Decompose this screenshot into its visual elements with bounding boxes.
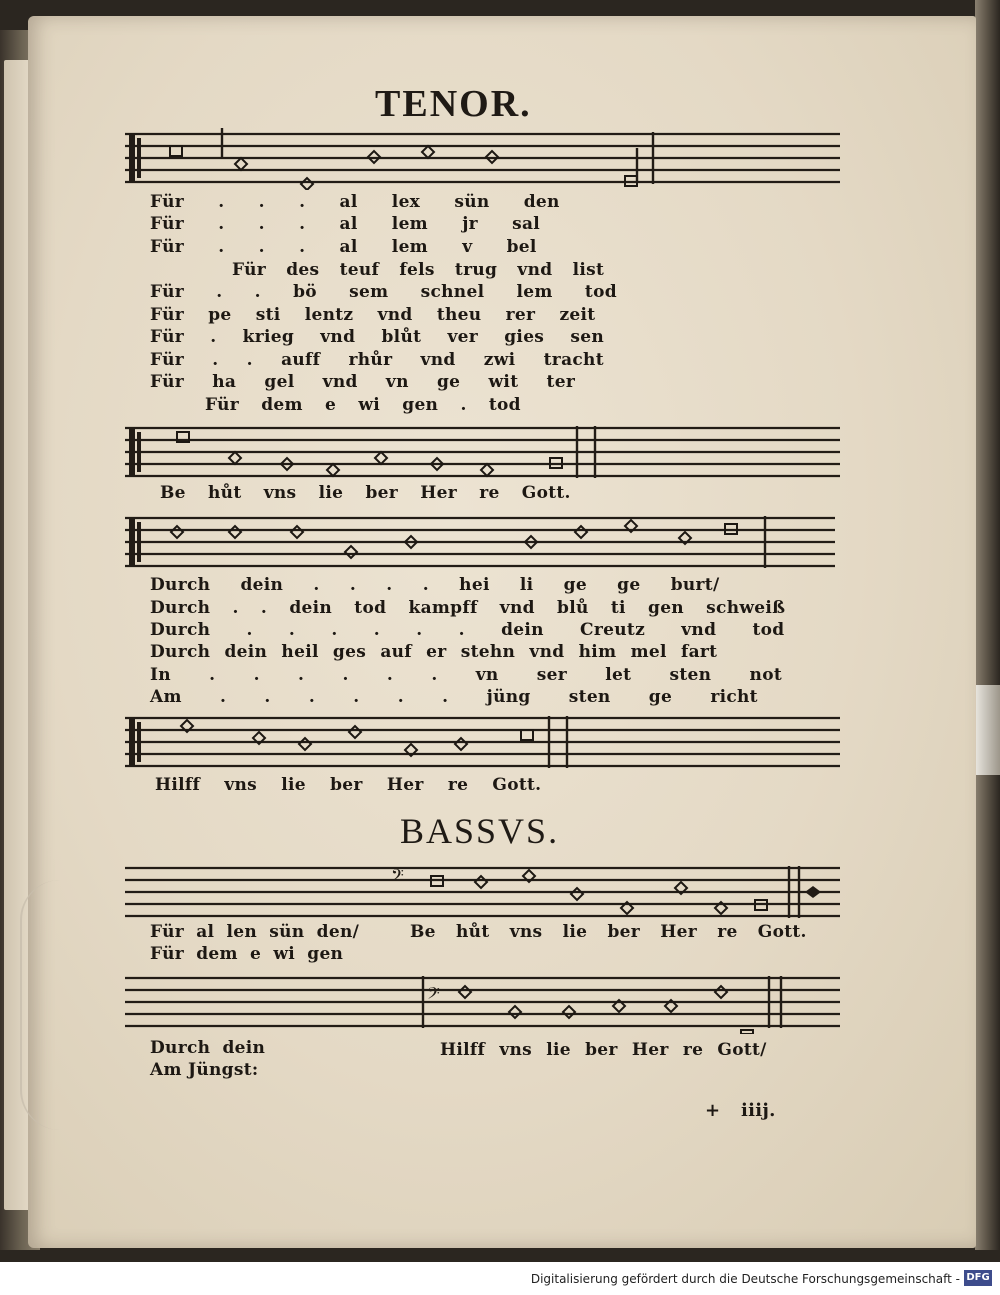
tenor-verse-line-10: Für dem e wi gen . tod <box>205 395 521 415</box>
bassus-staff-1 <box>125 862 840 924</box>
bassus-lyric-1b: Be hůt vns lie ber Her re Gott. <box>410 922 807 942</box>
bassus-lyric-4: Am Jüngst: <box>150 1060 259 1080</box>
tenor-verse2-line-6: Am . . . . . . jüng sten ge richt <box>150 687 758 707</box>
tenor-verse2-line-5: In . . . . . . vn ser let sten not <box>150 665 782 685</box>
tenor-verse-line-5: Für . . bö sem schnel lem tod <box>150 282 617 302</box>
footer-bar <box>0 1262 1000 1295</box>
tenor-verse-line-7: Für . krieg vnd blůt ver gies sen <box>150 327 605 347</box>
tenor-verse2-line-2: Durch . . dein tod kampff vnd blů ti gen schweiß <box>150 598 786 618</box>
bassus-staff-2 <box>125 972 840 1034</box>
tenor-staff-3 <box>125 512 835 574</box>
tenor-refrain-2: Hilff vns lie ber Her re Gott. <box>155 775 542 795</box>
binding-thread <box>20 880 62 1130</box>
tenor-verse2-line-3: Durch . . . . . . dein Creutz vnd tod <box>150 620 785 640</box>
funding-credit: Digitalisierung gefördert durch die Deutsche Forschungsgemeinschaft - <box>530 1272 960 1286</box>
tenor-verse-line-1: Für . . . al lex sün den <box>150 192 560 212</box>
tenor-staff-4 <box>125 712 840 774</box>
book-right-edge <box>975 0 1000 1250</box>
tenor-verse-line-2: Für . . . al lem jr sal <box>150 214 541 234</box>
bassus-heading: BASSVS. <box>400 811 560 851</box>
dfg-logo-icon: DFG <box>964 1270 992 1286</box>
bassus-lyric-1a: Für al len sün den/ <box>150 922 360 942</box>
tenor-verse-line-6: Für pe sti lentz vnd theu rer zeit <box>150 305 596 325</box>
tenor-verse-line-8: Für . . auff rhůr vnd zwi tracht <box>150 350 604 370</box>
bassus-lyric-3a: Durch dein <box>150 1038 266 1058</box>
signature-mark: + iiij. <box>705 1100 776 1121</box>
tenor-refrain-1: Be hůt vns lie ber Her re Gott. <box>160 483 571 503</box>
tenor-verse-line-4: Für des teuf fels trug vnd list <box>232 260 605 280</box>
bassus-lyric-2: Für dem e wi gen <box>150 944 344 964</box>
tenor-verse2-line-1: Durch dein . . . . hei li ge ge burt/ <box>150 575 720 595</box>
svg-text:𝄢: 𝄢 <box>427 983 440 1007</box>
tenor-verse-line-3: Für . . . al lem v bel <box>150 237 537 257</box>
tenor-verse2-line-4: Durch dein heil ges auf er stehn vnd him mel fart <box>150 642 718 662</box>
tenor-verse-line-9: Für ha gel vnd vn ge wit ter <box>150 372 576 392</box>
tenor-heading: TENOR. <box>375 83 532 125</box>
tenor-staff-2 <box>125 422 840 484</box>
bassus-lyric-3b: Hilff vns lie ber Her re Gott/ <box>440 1040 767 1060</box>
tenor-staff-1 <box>125 128 840 190</box>
svg-text:𝄢: 𝄢 <box>391 865 404 889</box>
